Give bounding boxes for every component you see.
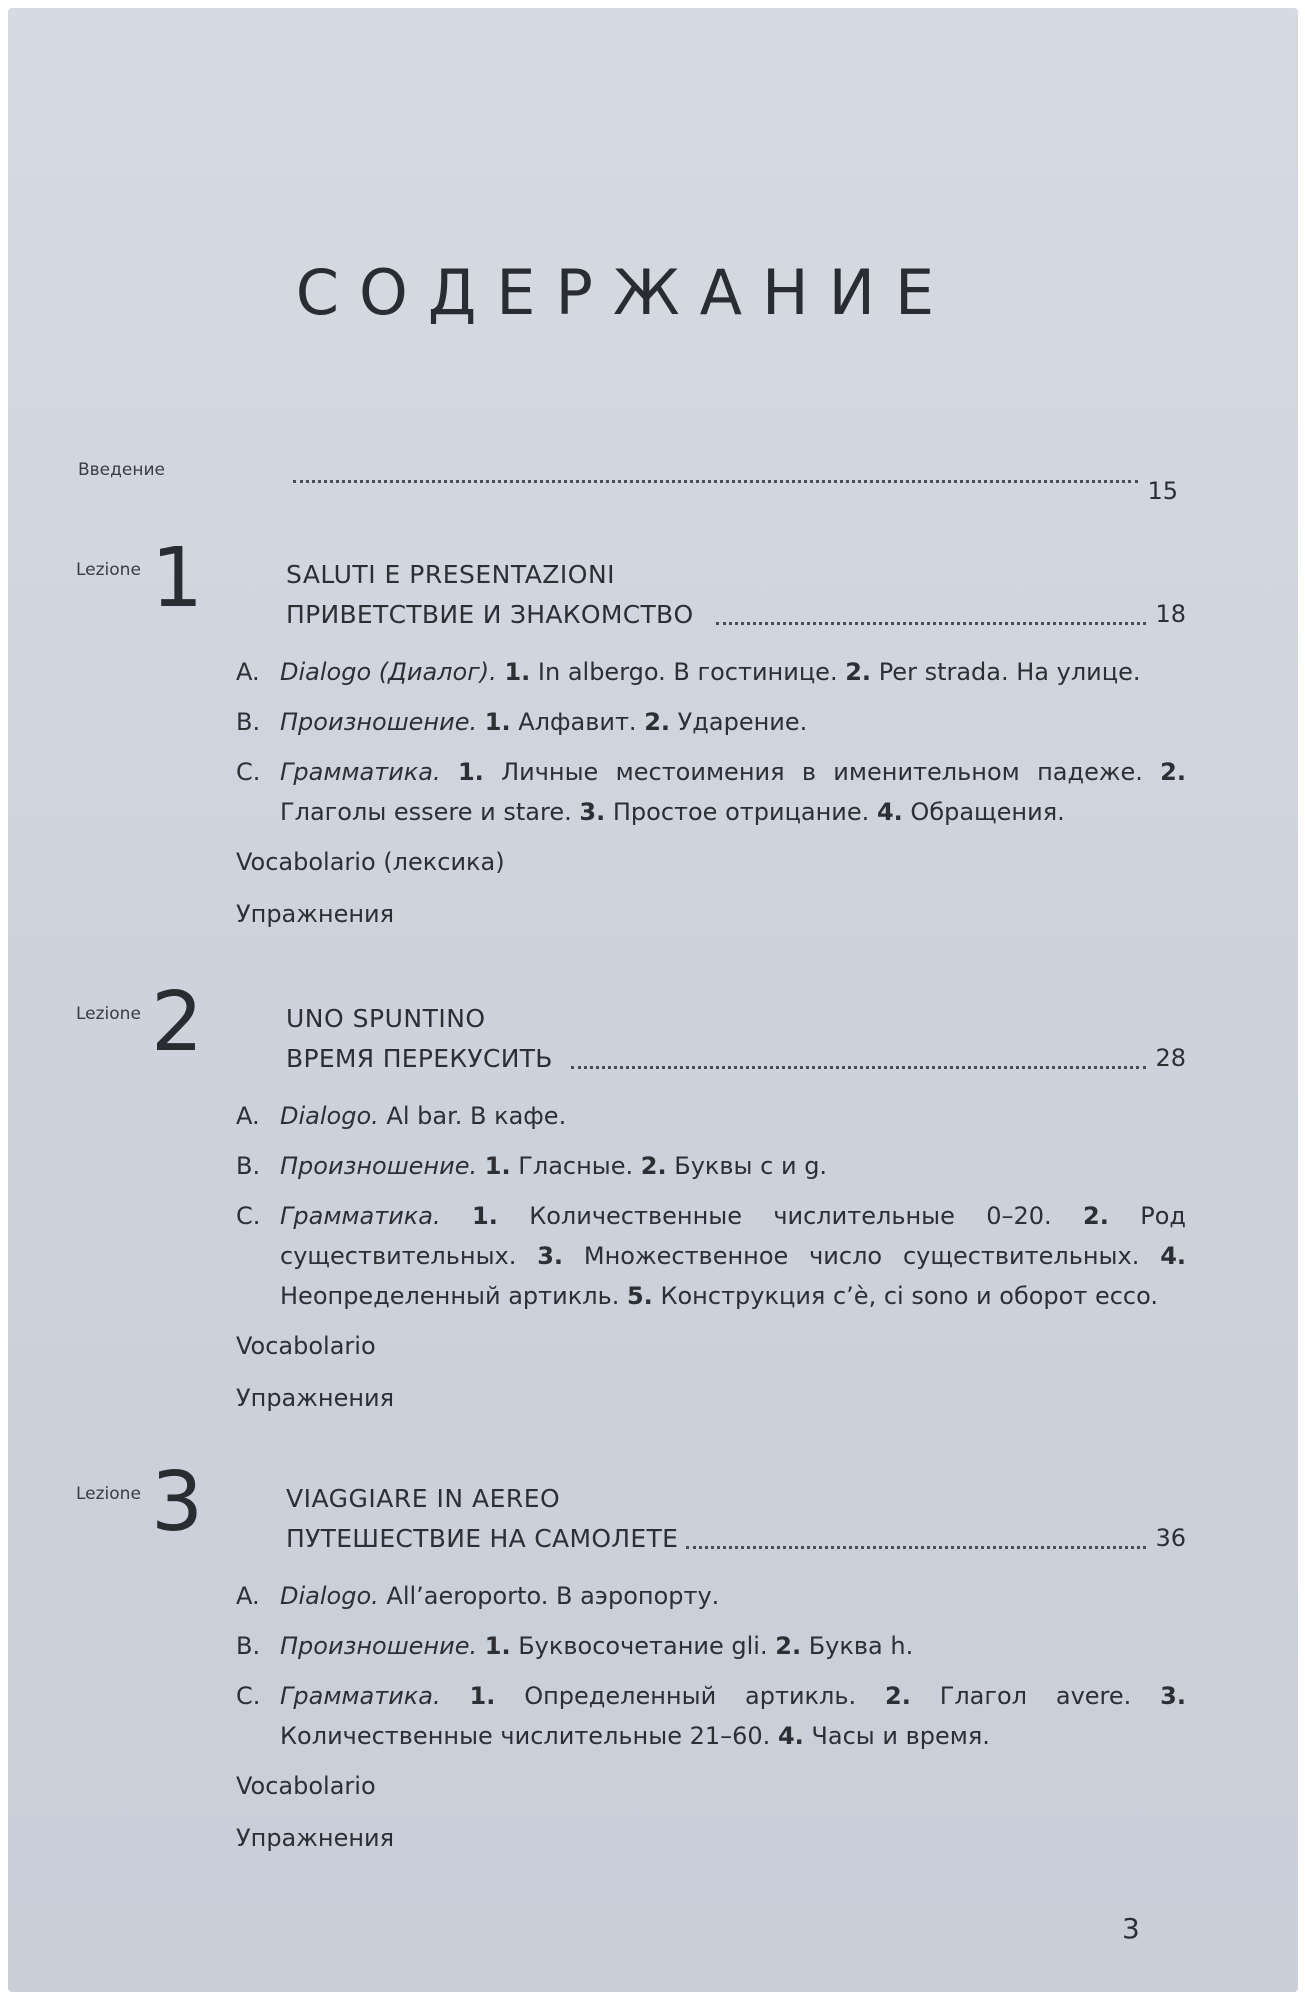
item-num: 1. — [504, 658, 531, 686]
item-topic: Произношение. — [280, 1152, 478, 1180]
item-text: Глаголы essere и stare. — [280, 798, 572, 826]
leader-dots — [571, 1066, 1146, 1069]
lesson-title-russian: ПУТЕШЕСТВИЕ НА САМОЛЕТЕ — [286, 1524, 679, 1553]
item-text: Буква h. — [808, 1632, 914, 1660]
item-text: Род существительных. — [280, 1202, 1186, 1270]
item-text: Al bar. В кафе. — [386, 1102, 567, 1130]
item-letter: A. — [236, 1582, 260, 1610]
toc-entry-intro — [78, 460, 1178, 510]
item-num: 1. — [469, 1682, 496, 1710]
intro-page-number: 15 — [1147, 477, 1178, 505]
item-c — [236, 1196, 1186, 1316]
item-c — [236, 752, 1186, 832]
item-letter: C. — [236, 1682, 261, 1710]
item-b — [236, 702, 1186, 742]
lesson-items — [236, 652, 1186, 946]
item-text: Алфавит. — [518, 708, 637, 736]
item-num: 1. — [484, 1632, 511, 1660]
item-topic: Грамматика. — [280, 1682, 441, 1710]
lesson-title-italian: UNO SPUNTINO — [286, 1004, 486, 1033]
item-topic: Грамматика. — [280, 1202, 441, 1230]
lesson-title-italian: VIAGGIARE IN AEREO — [286, 1484, 561, 1513]
item-num: 2. — [640, 1152, 667, 1180]
item-text: Буквы c и g. — [674, 1152, 828, 1180]
item-num: 4. — [1160, 1242, 1187, 1270]
lesson-tag: Lezione — [76, 1484, 141, 1504]
vocabulary-entry: Vocabolario — [236, 1772, 376, 1800]
item-text: Глагол avere. — [939, 1682, 1132, 1710]
leader-dots — [686, 1546, 1146, 1549]
page-title: СОДЕРЖАНИЕ — [295, 256, 955, 329]
item-topic: Dialogo (Диалог). — [280, 658, 497, 686]
exercises-entry: Упражнения — [236, 900, 395, 928]
item-b — [236, 1146, 1186, 1186]
book-page — [8, 8, 1298, 1992]
exercises-entry: Упражнения — [236, 1384, 395, 1412]
item-a — [236, 652, 1186, 692]
lesson-page-number: 28 — [1155, 1044, 1186, 1072]
lesson-number: 3 — [151, 1455, 204, 1550]
item-letter: B. — [236, 1632, 261, 1660]
item-letter: A. — [236, 658, 260, 686]
exercises-entry: Упражнения — [236, 1824, 395, 1852]
item-num: 2. — [845, 658, 872, 686]
item-a — [236, 1576, 1186, 1616]
item-num: 3. — [579, 798, 606, 826]
item-text: Количественные числительные 0–20. — [529, 1202, 1052, 1230]
leader-dots — [293, 480, 1138, 483]
item-topic: Грамматика. — [280, 758, 441, 786]
item-num: 3. — [537, 1242, 564, 1270]
item-num: 1. — [472, 1202, 498, 1230]
item-text: Гласные. — [518, 1152, 634, 1180]
lesson-tag: Lezione — [76, 560, 141, 580]
item-num: 3. — [1160, 1682, 1186, 1710]
item-text: All’aeroporto. В аэропорту. — [386, 1582, 720, 1610]
item-num: 2. — [644, 708, 671, 736]
item-b — [236, 1626, 1186, 1666]
item-letter: B. — [236, 708, 261, 736]
lesson-title-row — [286, 1044, 1186, 1080]
item-num: 1. — [484, 1152, 511, 1180]
item-letter: B. — [236, 1152, 261, 1180]
item-text: Простое отрицание. — [612, 798, 870, 826]
lesson-page-number: 18 — [1155, 600, 1186, 628]
item-letter: C. — [236, 758, 261, 786]
leader-dots — [716, 622, 1146, 625]
item-text: Буквосочетание gli. — [518, 1632, 768, 1660]
lesson-number: 2 — [151, 975, 204, 1070]
item-num: 1. — [484, 708, 511, 736]
lesson-title-russian: ПРИВЕТСТВИЕ И ЗНАКОМСТВО — [286, 600, 694, 629]
lesson-page-number: 36 — [1155, 1524, 1186, 1552]
item-letter: C. — [236, 1202, 261, 1230]
item-text: Личные местоимения в именительном падеже. — [501, 758, 1143, 786]
item-num: 5. — [626, 1282, 653, 1310]
lesson-title-italian: SALUTI E PRESENTAZIONI — [286, 560, 616, 589]
item-text: Определенный артикль. — [524, 1682, 857, 1710]
lesson-title-russian: ВРЕМЯ ПЕРЕКУСИТЬ — [286, 1044, 553, 1073]
item-num: 2. — [1160, 758, 1186, 786]
item-text: Конструкция c’è, ci sono и оборот ecco. — [660, 1282, 1158, 1310]
intro-label: Введение — [78, 460, 165, 480]
lesson-items — [236, 1096, 1186, 1430]
item-text: Часы и время. — [811, 1722, 990, 1750]
item-text: Количественные числительные 21–60. — [280, 1722, 771, 1750]
item-c — [236, 1676, 1186, 1756]
item-num: 2. — [775, 1632, 802, 1660]
item-text: Ударение. — [677, 708, 808, 736]
item-a — [236, 1096, 1186, 1136]
item-num: 2. — [885, 1682, 911, 1710]
item-text: Неопределенный артикль. — [280, 1282, 620, 1310]
item-text: Множественное число существительных. — [583, 1242, 1140, 1270]
item-text: Обращения. — [910, 798, 1065, 826]
item-num: 1. — [457, 758, 484, 786]
item-text: In albergo. В гостинице. — [537, 658, 838, 686]
vocabulary-entry: Vocabolario — [236, 1332, 376, 1360]
lesson-title-row — [286, 1524, 1186, 1560]
item-letter: A. — [236, 1102, 260, 1130]
item-num: 4. — [777, 1722, 804, 1750]
item-num: 4. — [876, 798, 903, 826]
lesson-number: 1 — [151, 531, 204, 626]
vocabulary-entry: Vocabolario (лексика) — [236, 848, 505, 876]
lesson-tag: Lezione — [76, 1004, 141, 1024]
lesson-items — [236, 1576, 1186, 1870]
item-text: Per strada. На улице. — [878, 658, 1141, 686]
item-topic: Произношение. — [280, 1632, 478, 1660]
lesson-title-row — [286, 600, 1186, 636]
item-topic: Dialogo. — [280, 1102, 379, 1130]
item-topic: Dialogo. — [280, 1582, 379, 1610]
page-number: 3 — [1122, 1912, 1140, 1945]
item-num: 2. — [1083, 1202, 1109, 1230]
item-topic: Произношение. — [280, 708, 478, 736]
